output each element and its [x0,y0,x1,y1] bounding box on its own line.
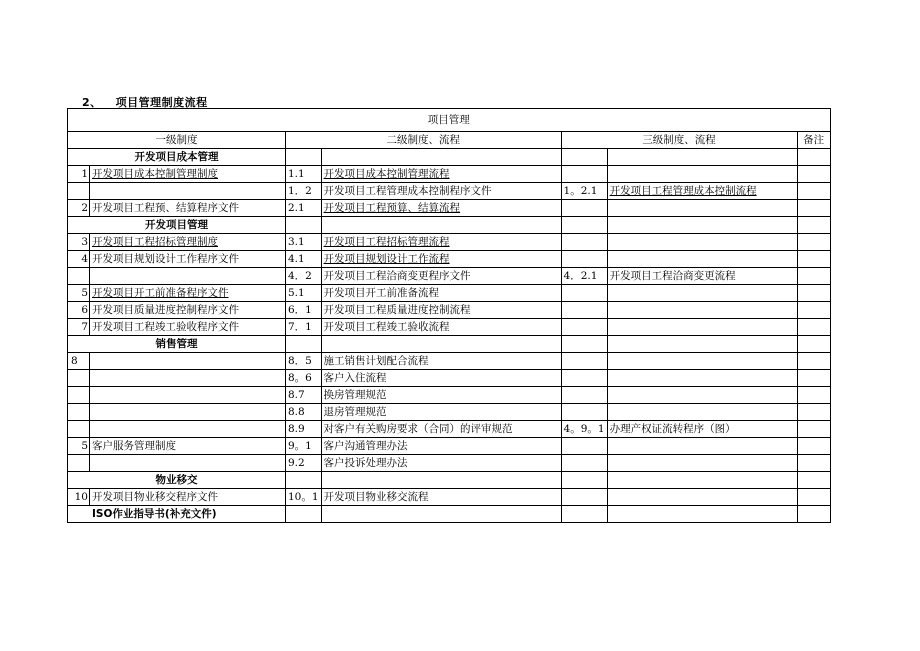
level2-code: 4.1 [286,251,322,268]
level3-name-cell [607,149,797,166]
level3-name: 办理产权证流转程序（图） [607,421,797,438]
table-row [68,200,831,217]
level1-name: 开发项目质量进度控制程序文件 [90,302,286,319]
level2-code-cell [286,149,322,166]
section-row [68,217,831,234]
level3-name [607,404,797,421]
level2-code: 8.7 [286,387,322,404]
remarks-cell [797,234,830,251]
level2-name: 客户入住流程 [321,370,561,387]
remarks-cell [797,268,830,285]
table-title: 项目管理 [68,109,831,132]
row-number: 7 [68,319,90,336]
level2-name: 对客户有关购房要求（合同）的评审规范 [321,421,561,438]
table-row [68,370,831,387]
row-number [68,421,90,438]
level2-name: 客户投诉处理办法 [321,455,561,472]
remarks-cell [797,370,830,387]
row-number [68,370,90,387]
level2-code: 6．1 [286,302,322,319]
row-number [68,455,90,472]
row-number: 6 [68,302,90,319]
remarks-cell [797,489,830,506]
level2-code: 10。1 [286,489,322,506]
level3-name [607,166,797,183]
remarks-cell [797,285,830,302]
row-number: 8 [68,353,90,370]
section-title: 项目管理制度流程 [115,96,208,109]
remarks-cell [797,404,830,421]
level2-name-cell [321,472,561,489]
level2-code: 8.9 [286,421,322,438]
level3-code [561,404,607,421]
level1-name [90,404,286,421]
remarks-cell [797,166,830,183]
level3-code [561,285,607,302]
level3-code [561,234,607,251]
level3-name-cell [607,217,797,234]
level3-name [607,200,797,217]
level3-code: 4。9。1 [561,421,607,438]
remarks-cell [797,251,830,268]
level2-name-cell [321,506,561,523]
level3-code-cell [561,472,607,489]
header-level1: 一级制度 [68,132,286,149]
level1-name[interactable]: 开发项目工程招标管理制度 [90,234,286,251]
table-row [68,353,831,370]
row-number [68,268,90,285]
remarks-cell [797,353,830,370]
table-row [68,387,831,404]
level3-name: 开发项目工程洽商变更流程 [607,268,797,285]
remarks-cell [797,455,830,472]
table-row [68,455,831,472]
level2-code: 5.1 [286,285,322,302]
level2-name[interactable]: 开发项目工程招标管理流程 [321,234,561,251]
level3-code: 4．2.1 [561,268,607,285]
level3-code-cell [561,506,607,523]
level3-code-cell [561,217,607,234]
level3-code-cell [561,336,607,353]
level3-code [561,319,607,336]
level3-name-cell [607,472,797,489]
level3-name-cell [607,506,797,523]
level2-name: 开发项目开工前准备流程 [321,285,561,302]
level3-name [607,285,797,302]
level3-code [561,166,607,183]
level2-code-cell [286,336,322,353]
level2-name-cell [321,149,561,166]
level3-name [607,234,797,251]
level3-code [561,251,607,268]
table-row [68,166,831,183]
level2-code: 4．2 [286,268,322,285]
level3-code [561,489,607,506]
level2-name[interactable]: 开发项目规划设计工作流程 [321,251,561,268]
remarks-cell [797,336,830,353]
level1-name: 开发项目工程竣工验收程序文件 [90,319,286,336]
table-row [68,421,831,438]
level2-name: 开发项目工程管理成本控制程序文件 [321,183,561,200]
level2-code: 8.8 [286,404,322,421]
level2-code: 7．1 [286,319,322,336]
header-remarks: 备注 [797,132,830,149]
level2-name: 客户沟通管理办法 [321,438,561,455]
table-row [68,438,831,455]
level2-code: 1.1 [286,166,322,183]
level2-code: 3.1 [286,234,322,251]
table-row [68,234,831,251]
level2-code: 1．2 [286,183,322,200]
table-row [68,285,831,302]
section-header: 销售管理 [68,336,286,353]
level3-name-cell [607,336,797,353]
level1-name [90,387,286,404]
level3-code [561,353,607,370]
row-number [68,183,90,200]
remarks-cell [797,217,830,234]
level2-name: 开发项目工程竣工验收流程 [321,319,561,336]
section-row [68,506,831,523]
level2-code-cell [286,217,322,234]
section-row [68,149,831,166]
level2-name: 施工销售计划配合流程 [321,353,561,370]
level3-name [607,319,797,336]
level3-name [607,251,797,268]
level2-name: 开发项目物业移交流程 [321,489,561,506]
table-row [68,183,831,200]
row-number: 10 [68,489,90,506]
table-row [68,268,831,285]
remarks-cell [797,200,830,217]
level1-name: 开发项目工程预、结算程序文件 [90,200,286,217]
level3-code: 1。2.1 [561,183,607,200]
row-number: 2 [68,200,90,217]
section-header: ISO作业指导书(补充文件) [68,506,286,523]
remarks-cell [797,506,830,523]
level2-name[interactable]: 开发项目工程预算、结算流程 [321,200,561,217]
level3-name [607,438,797,455]
level2-code-cell [286,506,322,523]
level1-name [90,268,286,285]
level2-name[interactable]: 开发项目成本控制管理流程 [321,166,561,183]
row-number [68,387,90,404]
level1-name: 开发项目规划设计工作程序文件 [90,251,286,268]
level1-name: 客户服务管理制度 [90,438,286,455]
level1-name [90,421,286,438]
row-number: 5 [68,285,90,302]
remarks-cell [797,183,830,200]
level2-name: 开发项目工程质量进度控制流程 [321,302,561,319]
remarks-cell [797,302,830,319]
level1-name [90,370,286,387]
level2-code: 8．5 [286,353,322,370]
level3-code [561,438,607,455]
remarks-cell [797,387,830,404]
level3-name [607,387,797,404]
row-number: 5 [68,438,90,455]
level2-code: 2.1 [286,200,322,217]
row-number: 1 [68,166,90,183]
level3-code [561,200,607,217]
level3-code [561,302,607,319]
section-number: 2、 [82,96,102,109]
level1-name [90,455,286,472]
section-row [68,472,831,489]
section-row [68,336,831,353]
level2-code-cell [286,472,322,489]
table-row [68,489,831,506]
header-level2: 二级制度、流程 [286,132,562,149]
level1-name[interactable]: 开发项目成本控制管理制度 [90,166,286,183]
section-header: 开发项目成本管理 [68,149,286,166]
level1-name [90,353,286,370]
level2-code: 9。1 [286,438,322,455]
section-header: 开发项目管理 [68,217,286,234]
level3-name [607,489,797,506]
level2-code: 9.2 [286,455,322,472]
level3-name[interactable]: 开发项目工程管理成本控制流程 [607,183,797,200]
remarks-cell [797,438,830,455]
process-table [67,108,831,523]
level2-code: 8。6 [286,370,322,387]
remarks-cell [797,472,830,489]
level3-code [561,370,607,387]
table-row [68,251,831,268]
table-row [68,319,831,336]
level3-name [607,370,797,387]
row-number: 3 [68,234,90,251]
level2-name: 退房管理规范 [321,404,561,421]
level1-name: 开发项目物业移交程序文件 [90,489,286,506]
level3-code [561,455,607,472]
header-level3: 三级制度、流程 [561,132,797,149]
level2-name-cell [321,336,561,353]
level1-name[interactable]: 开发项目开工前准备程序文件 [90,285,286,302]
level3-code-cell [561,149,607,166]
row-number: 4 [68,251,90,268]
level2-name: 换房管理规范 [321,387,561,404]
table-row [68,302,831,319]
level1-name [90,183,286,200]
level3-name [607,353,797,370]
level2-name: 开发项目工程洽商变更程序文件 [321,268,561,285]
section-header: 物业移交 [68,472,286,489]
remarks-cell [797,149,830,166]
level3-name [607,455,797,472]
remarks-cell [797,421,830,438]
level3-name [607,302,797,319]
level2-name-cell [321,217,561,234]
table-row [68,404,831,421]
level3-code [561,387,607,404]
row-number [68,404,90,421]
remarks-cell [797,319,830,336]
